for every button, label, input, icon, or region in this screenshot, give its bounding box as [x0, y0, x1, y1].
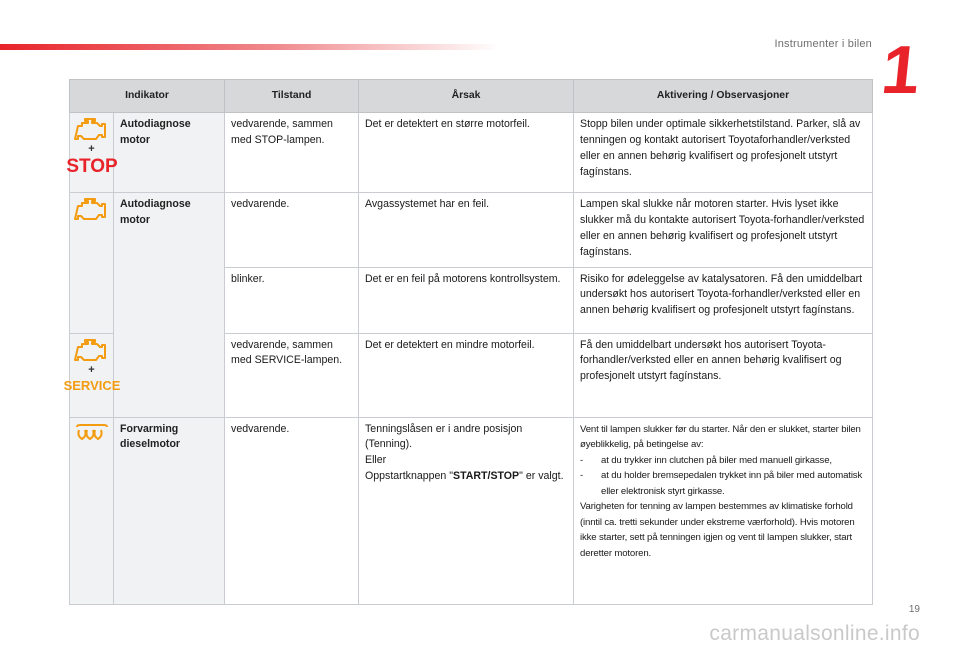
indicator-icon-cell — [70, 417, 114, 604]
stop-icon-text: STOP — [65, 156, 118, 177]
column-header-arsak: Årsak — [359, 80, 574, 113]
list-bullet: - — [580, 454, 584, 466]
table-row — [70, 113, 873, 193]
cause-line — [365, 469, 567, 485]
plus-sign: + — [88, 143, 95, 155]
action-outro: Varigheten for tenning av lampen bestemmes av klimatiske forhold (inntil ca. tretti sekunder under ekstreme værforhold). Hvis motoren ikke starter, sett på tenningen igjen og vent til lampen slukker, start deretter motoren. — [580, 501, 855, 559]
cause-line-prefix: Oppstartknappen " — [365, 470, 453, 483]
indicator-table — [63, 79, 873, 605]
indicator-icon-cell — [65, 113, 118, 193]
indicator-name: Forvarming dieselmotor — [114, 417, 225, 604]
list-bullet: - — [580, 470, 584, 482]
header-accent-bar — [0, 44, 500, 50]
indicator-name: Autodiagnose motor — [114, 113, 225, 193]
cause-cell: Det er detektert en mindre motorfeil. — [359, 333, 574, 417]
table-header-row — [70, 80, 873, 113]
cause-line-suffix: " er valgt. — [519, 470, 564, 483]
cause-cell: Det er en feil på motorens kontrollsystem. — [359, 267, 574, 333]
service-icon-text: SERVICE — [63, 377, 120, 393]
action-cell — [574, 417, 873, 604]
state-cell: vedvarende. — [225, 193, 359, 268]
stop-icon — [65, 156, 118, 177]
column-header-indikator: Indikator — [70, 80, 225, 113]
section-title: Instrumenter i bilen — [774, 38, 872, 50]
watermark: carmanualsonline.info — [709, 622, 920, 645]
engine-icon — [74, 117, 110, 143]
action-cell: Få den umiddelbart undersøkt hos autorisert Toyota-forhandler/verksted eller en annen behørig kvalifisert og profesjonelt utstyrt fagínstans. — [574, 333, 873, 417]
cause-cell: Avgassystemet har en feil. — [359, 193, 574, 268]
table-row — [70, 417, 873, 604]
plus-sign: + — [88, 363, 95, 376]
cause-line: Eller — [365, 454, 387, 467]
column-header-tilstand: Tilstand — [225, 80, 359, 113]
cause-cell: Det er detektert en større motorfeil. — [359, 113, 574, 193]
cause-line: Tenningslåsen er i andre posisjon (Tenning). — [365, 422, 523, 451]
chapter-number: 1 — [878, 32, 924, 108]
indicator-icon-cell — [70, 193, 114, 334]
action-cell: Lampen skal slukke når motoren starter. Hvis lyset ikke slukker må du kontakte autorisert Toyota-forhandler/verksted eller en annen behørig kvalifisert og profesjonelt utstyrt fagínstans. — [574, 193, 873, 268]
page-number: 19 — [908, 604, 920, 615]
cause-cell — [359, 417, 574, 604]
engine-icon — [74, 197, 110, 223]
list-item-text: at du holder bremsepedalen trykket inn på biler med automatisk eller elektronisk styrt girkasse. — [601, 470, 863, 497]
indicator-name: Autodiagnose motor — [114, 193, 225, 418]
state-cell: blinker. — [225, 267, 359, 333]
engine-icon — [74, 338, 110, 364]
state-cell: vedvarende. — [225, 417, 359, 604]
action-cell: Stopp bilen under optimale sikkerhetstilstand. Parker, slå av tenningen og kontakt autorisert Toyotaforhandler/verksted eller en annen behørig kvalifisert og profesjonelt utstyrt fagínstans. — [574, 113, 873, 193]
state-cell: vedvarende, sammen med STOP-lampen. — [225, 113, 359, 193]
service-icon — [63, 377, 120, 393]
column-header-aktivering: Aktivering / Observasjoner — [574, 80, 873, 113]
list-item-text: at du trykker inn clutchen på biler med manuell girkasse, — [601, 454, 832, 466]
state-cell: vedvarende, sammen med SERVICE-lampen. — [225, 333, 359, 417]
start-stop-keyword: START/STOP — [453, 470, 520, 483]
glow-plug-icon — [74, 422, 110, 442]
list-item — [580, 453, 866, 469]
indicator-icon-cell — [63, 333, 120, 417]
table-row — [70, 193, 873, 268]
list-item — [580, 468, 866, 499]
action-cell: Risiko for ødeleggelse av katalysatoren. Få den umiddelbart undersøkt hos autorisert Toyota-forhandler/verksted eller en annen behørig kvalifisert og profesjonelt utstyrt fagínstans. — [574, 267, 873, 333]
action-intro: Vent til lampen slukker før du starter. Når den er slukket, starter bilen øyeblikkelig, på betingelse av: — [580, 423, 861, 451]
